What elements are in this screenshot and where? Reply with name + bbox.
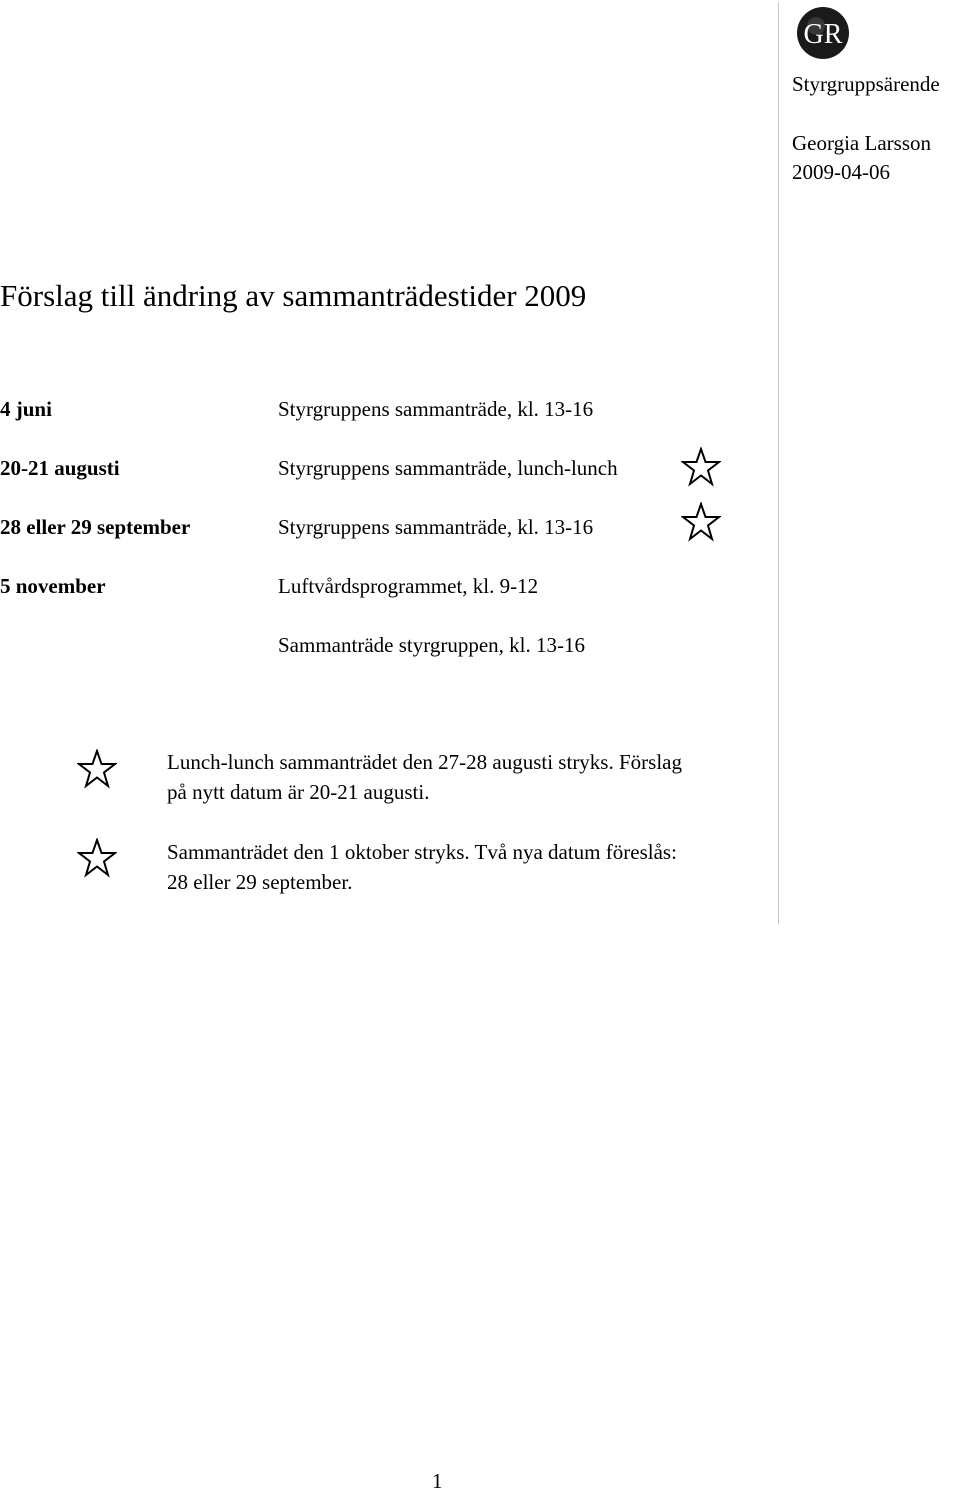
schedule-description: Luftvårdsprogrammet, kl. 9-12 xyxy=(278,574,539,598)
star-outline-icon xyxy=(77,838,117,878)
schedule-date: 20-21 augusti xyxy=(0,456,120,480)
star-outline-icon xyxy=(681,447,721,487)
star-outline-icon xyxy=(681,502,721,542)
schedule-date: 5 november xyxy=(0,574,106,598)
schedule-description: Sammanträde styrgruppen, kl. 13-16 xyxy=(278,633,585,657)
page-number: 1 xyxy=(432,1469,443,1493)
document-type: Styrgruppsärende xyxy=(792,72,940,96)
vertical-divider xyxy=(778,2,779,924)
note-text xyxy=(167,838,677,897)
note-line: 28 eller 29 september. xyxy=(167,869,353,894)
schedule-description: Styrgruppens sammanträde, lunch-lunch xyxy=(278,456,618,480)
page-title: Förslag till ändring av sammanträdestider 2009 xyxy=(0,278,587,313)
note-text xyxy=(167,748,682,807)
gr-logo-icon xyxy=(796,6,850,60)
document-date: 2009-04-06 xyxy=(792,160,890,184)
schedule-date: 28 eller 29 september xyxy=(0,515,191,539)
schedule-description: Styrgruppens sammanträde, kl. 13-16 xyxy=(278,515,594,539)
note-line: på nytt datum är 20-21 augusti. xyxy=(167,779,430,804)
schedule-description: Styrgruppens sammanträde, kl. 13-16 xyxy=(278,397,594,421)
star-outline-icon xyxy=(77,749,117,789)
note-line: Lunch-lunch sammanträdet den 27-28 augusti stryks. Förslag xyxy=(167,750,682,774)
schedule-date: 4 juni xyxy=(0,397,52,421)
svg-text:GR: GR xyxy=(803,19,843,50)
author-name: Georgia Larsson xyxy=(792,131,931,155)
note-line: Sammanträdet den 1 oktober stryks. Två nya datum föreslås: xyxy=(167,840,677,864)
